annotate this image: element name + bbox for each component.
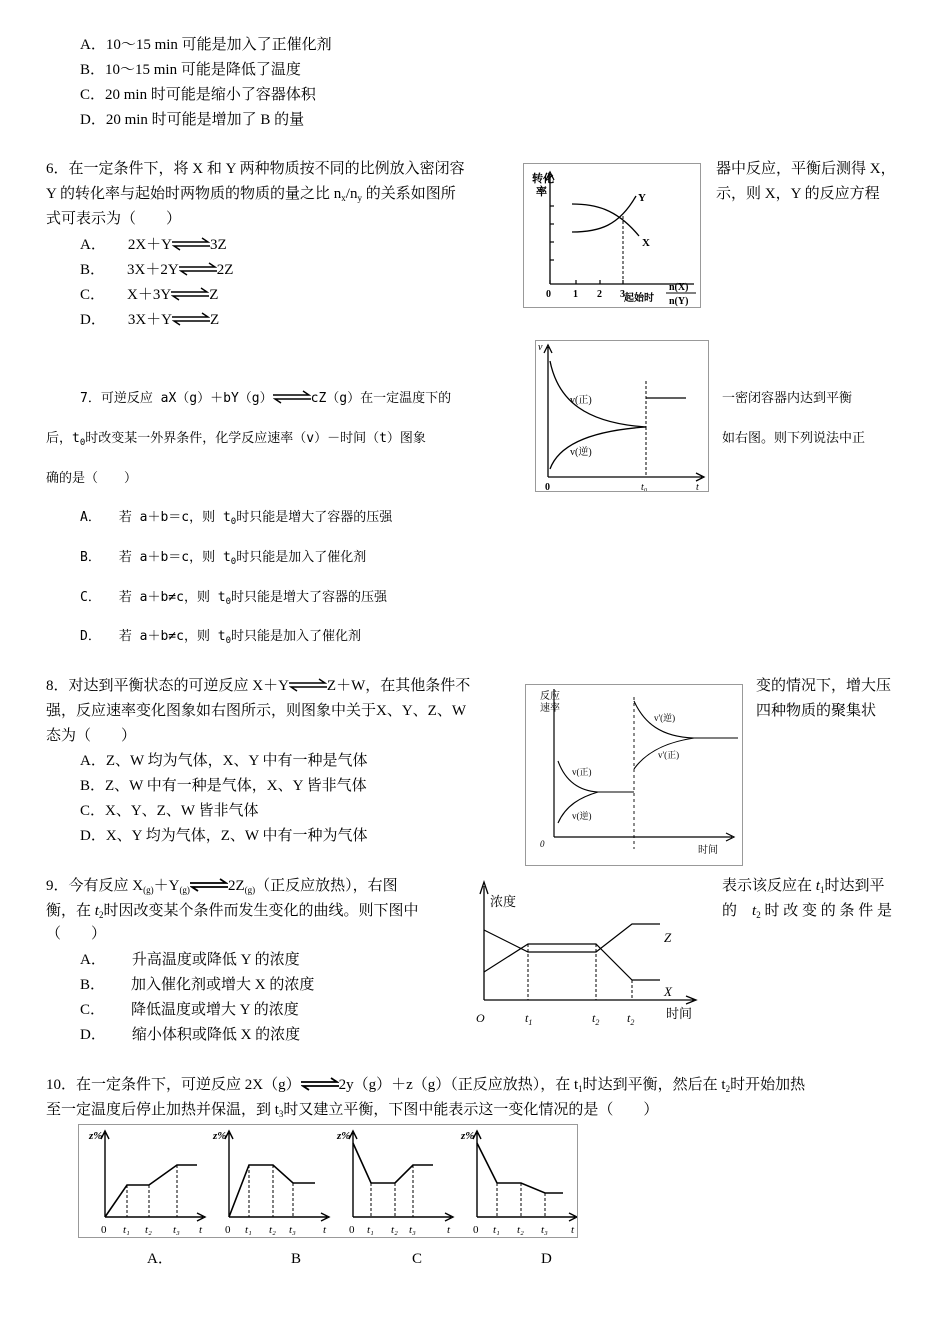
q7-option-b: B． 若 a＋b＝c，则 $t_0$时只能是加入了催化剂 <box>80 550 367 567</box>
x-tick-0: 0 <box>546 289 551 300</box>
panel-y-axis <box>101 1131 109 1217</box>
panel-y-label: z% <box>213 1130 227 1142</box>
q9-stem-line1-right: 表示该反应在 $t_1$时达到平 <box>722 878 885 895</box>
q8-stem-line1-right: 变的情况下，增大压 <box>756 678 892 694</box>
equilibrium-arrow-icon <box>172 312 210 326</box>
q8-stem-line3: 态为（ ） <box>46 728 137 744</box>
curve-reverse <box>550 427 646 469</box>
equilibrium-arrow-icon <box>179 262 217 276</box>
panel-x-label: t <box>323 1224 327 1236</box>
q8-stem-line2-right: 四种物质的聚集状 <box>756 703 877 719</box>
panel-x-label: t <box>571 1224 575 1236</box>
q9-option-a: A． 升高温度或降低 Y 的浓度 <box>80 952 300 968</box>
equilibrium-arrow-icon <box>190 878 228 892</box>
panel-x-label: t <box>199 1224 203 1236</box>
q10-stem-line1: 10．在一定条件下，可逆反应 2X（g） 2y（g）＋z（g）（正反应放热），在 $t_1$时达到平衡，然后在 $t_2$时开始加热 <box>46 1077 806 1094</box>
q5-option-a: A．10～15 min 可能是加入了正催化剂 <box>80 37 332 53</box>
panel-tick-label: t₃ <box>289 1224 296 1236</box>
panel-tick-label: t₂ <box>391 1224 398 1236</box>
panel-x-axis <box>105 1213 205 1221</box>
q5-option-d: D．20 min 时可能是增加了 B 的量 <box>80 112 305 128</box>
q5-option-c: C．20 min 时可能是缩小了容器体积 <box>80 87 316 103</box>
q10-label-a: A． <box>147 1251 173 1267</box>
y-label-2: 速率 <box>540 703 560 714</box>
series-label-x: X <box>664 984 672 999</box>
panel-curve <box>229 1165 315 1217</box>
origin-label: O <box>476 1011 485 1025</box>
q10-label-b: B <box>291 1251 302 1267</box>
q6-conversion-figure <box>523 163 701 308</box>
origin-label: 0 <box>540 839 545 849</box>
panel-tick-label: t₃ <box>409 1224 416 1236</box>
q9-stem-line3: （ ） <box>46 926 107 942</box>
q9-stem-line2-right: 的 $t_2$ 时 改 变 的 条 件 是 <box>722 903 892 920</box>
q8-stem-line2: 强，反应速率变化图象如右图所示，则图象中关于X、Y、Z、W <box>46 703 466 719</box>
q10-label-c: C <box>412 1251 423 1267</box>
q7-option-a: A． 若 a＋b＝c，则 $t_0$时只能是增大了容器的压强 <box>80 510 393 527</box>
equilibrium-arrow-icon <box>301 1077 339 1091</box>
panel-y-axis <box>225 1131 233 1217</box>
panel-x-axis <box>353 1213 453 1221</box>
q8-option-b: B．Z、W 中有一种是气体，X、Y 皆非气体 <box>80 778 367 794</box>
panel-tick-label: t₃ <box>173 1224 180 1236</box>
curve-x <box>484 924 660 952</box>
curve-forward <box>550 361 646 427</box>
q7-rate-time-figure <box>535 340 709 492</box>
q9-stem-line2: 衡，在 $t_2$时因改变某个条件而发生变化的曲线。则下图中 <box>46 903 419 920</box>
q6-option-c: C． X＋3Y Z <box>80 287 219 303</box>
panel-tick-label: t₁ <box>493 1224 500 1236</box>
q10-label-d: D <box>541 1251 552 1267</box>
curve-y <box>572 196 636 232</box>
curve-z <box>484 944 660 980</box>
panel-origin-label: 0 <box>349 1224 355 1236</box>
series-label-z: Z <box>664 930 672 945</box>
panel-tick-label: t₂ <box>145 1224 152 1236</box>
forward-rate-label: v(正) <box>570 395 592 406</box>
panel-x-label: t <box>447 1224 451 1236</box>
forward-rate-label: v(正) <box>572 767 592 777</box>
q7-stem-line2: 后，$t_0$时改变某一外界条件，化学反应速率（v）－时间（t）图象 <box>46 431 426 448</box>
forward-rate-new-label: v'(正) <box>658 750 680 760</box>
panel-origin-label: 0 <box>473 1224 479 1236</box>
q9-stem-line1: 9．今有反应 $X_{(g)}+Y_{(g)}$ $2Z_{(g)}$（正反应放热），右图 <box>46 878 398 895</box>
reverse-rate-new-label: v'(逆) <box>654 713 676 723</box>
y-label: v <box>538 342 543 353</box>
y-label-1: 转化 <box>532 173 554 185</box>
x-label: t <box>696 482 699 491</box>
q7-stem-line2-right: 如右图。则下列说法中正 <box>722 431 866 446</box>
q8-option-c: C．X、Y、Z、W 皆非气体 <box>80 803 259 819</box>
origin-label: 0 <box>545 482 550 491</box>
panel-x-axis <box>229 1213 329 1221</box>
panel-tick-label: t₂ <box>269 1224 276 1236</box>
q8-stem-line1: 8．对达到平衡状态的可逆反应 X＋Y Z＋W，在其他条件不 <box>46 678 471 694</box>
panel-origin-label: 0 <box>225 1224 231 1236</box>
x-label-denominator: n(Y) <box>669 296 689 307</box>
x-label-prefix: 起始时 <box>624 293 654 304</box>
y-label-1: 反应 <box>540 691 560 702</box>
panel-y-label: z% <box>461 1130 475 1142</box>
t1-label: $t_1$ <box>525 1011 533 1026</box>
x-tick-3: 3 <box>620 289 625 300</box>
series-label-x: X <box>642 237 650 249</box>
q7-option-c: C． 若 a＋b≠c，则 $t_0$时只能是增大了容器的压强 <box>80 590 388 607</box>
q6-option-b: B． 3X＋2Y 2Z <box>80 262 234 278</box>
x-label-numerator: n(X) <box>669 282 689 293</box>
y-axis <box>546 172 554 284</box>
panel-curve <box>477 1143 563 1193</box>
q9-concentration-figure <box>470 876 710 1026</box>
x-tick-2: 2 <box>597 289 602 300</box>
panel-tick-label: t₁ <box>123 1224 130 1236</box>
t2-label-b: $t_2$ <box>627 1011 635 1026</box>
equilibrium-arrow-icon <box>289 678 327 692</box>
q7-stem-line1-right: 一密闭容器内达到平衡 <box>722 391 853 406</box>
reverse-rate-label: v(逆) <box>570 447 592 458</box>
panel-tick-label: t₁ <box>245 1224 252 1236</box>
q8-option-d: D．X、Y 均为气体，Z、W 中有一种为气体 <box>80 828 368 844</box>
q9-option-d: D． 缩小体积或降低 X 的浓度 <box>80 1027 301 1043</box>
panel-curve <box>353 1143 433 1183</box>
q8-option-a: A．Z、W 均为气体，X、Y 中有一种是气体 <box>80 753 368 769</box>
equilibrium-arrow-icon <box>273 390 311 404</box>
y-label-2: 率 <box>536 186 547 198</box>
q9-option-c: C． 降低温度或增大 Y 的浓度 <box>80 1002 299 1018</box>
panel-y-label: z% <box>89 1130 103 1142</box>
q5-option-b: B．10～15 min 可能是降低了温度 <box>80 62 301 78</box>
q6-option-d: D． 3X＋Y Z <box>80 312 220 328</box>
q6-stem-line1: 6．在一定条件下，将 X 和 Y 两种物质按不同的比例放入密闭容 <box>46 161 465 177</box>
q10-options-figure <box>78 1124 578 1238</box>
q8-rate-graph <box>526 685 742 865</box>
q7-rate-time-graph <box>536 341 708 491</box>
q6-stem-line2: Y 的转化率与起始时两物质的物质的量之比 $n_x/n_y$ 的关系如图所 <box>46 186 456 203</box>
reverse-rate-label: v(逆) <box>572 811 592 821</box>
q6-stem-line2-right: 示，则 X，Y 的反应方程 <box>716 186 880 202</box>
q6-stem-line3: 式可表示为（ ） <box>46 211 182 227</box>
panel-tick-label: t₂ <box>517 1224 524 1236</box>
panel-curve <box>105 1165 197 1217</box>
panel-y-label: z% <box>337 1130 351 1142</box>
equilibrium-arrow-icon <box>172 237 210 251</box>
panel-tick-label: t₁ <box>367 1224 374 1236</box>
q10-options-graphs <box>79 1125 577 1237</box>
q10-stem-line2: 至一定温度后停止加热并保温，到 $t_3$时又建立平衡，下图中能表示这一变化情况的是（ ） <box>46 1102 659 1119</box>
q6-conversion-graph <box>524 164 700 307</box>
q8-rate-figure <box>525 684 743 866</box>
x-label: 时间 <box>698 845 718 856</box>
equilibrium-arrow-icon <box>171 287 209 301</box>
q7-stem-line1: 7．可逆反应 aX（g）＋bY（g） cZ（g）在一定温度下的 <box>80 391 452 406</box>
q9-concentration-graph <box>470 876 710 1026</box>
t0-label: t₀ <box>641 482 648 491</box>
series-label-y: Y <box>638 192 646 204</box>
q7-stem-line3: 确的是（ ） <box>46 471 138 486</box>
q6-stem-line1-right: 器中反应，平衡后测得 X， <box>716 161 896 177</box>
t2-label-a: $t_2$ <box>592 1011 600 1026</box>
q9-option-b: B． 加入催化剂或增大 X 的浓度 <box>80 977 315 993</box>
panel-tick-label: t₃ <box>541 1224 548 1236</box>
q7-option-d: D． 若 a＋b≠c，则 $t_0$时只能是加入了催化剂 <box>80 629 362 646</box>
x-tick-1: 1 <box>573 289 578 300</box>
y-label: 浓度 <box>490 894 517 909</box>
q6-option-a: A． 2X＋Y 3Z <box>80 237 227 253</box>
x-label: 时间 <box>666 1006 693 1021</box>
panel-x-axis <box>477 1213 577 1221</box>
panel-origin-label: 0 <box>101 1224 107 1236</box>
